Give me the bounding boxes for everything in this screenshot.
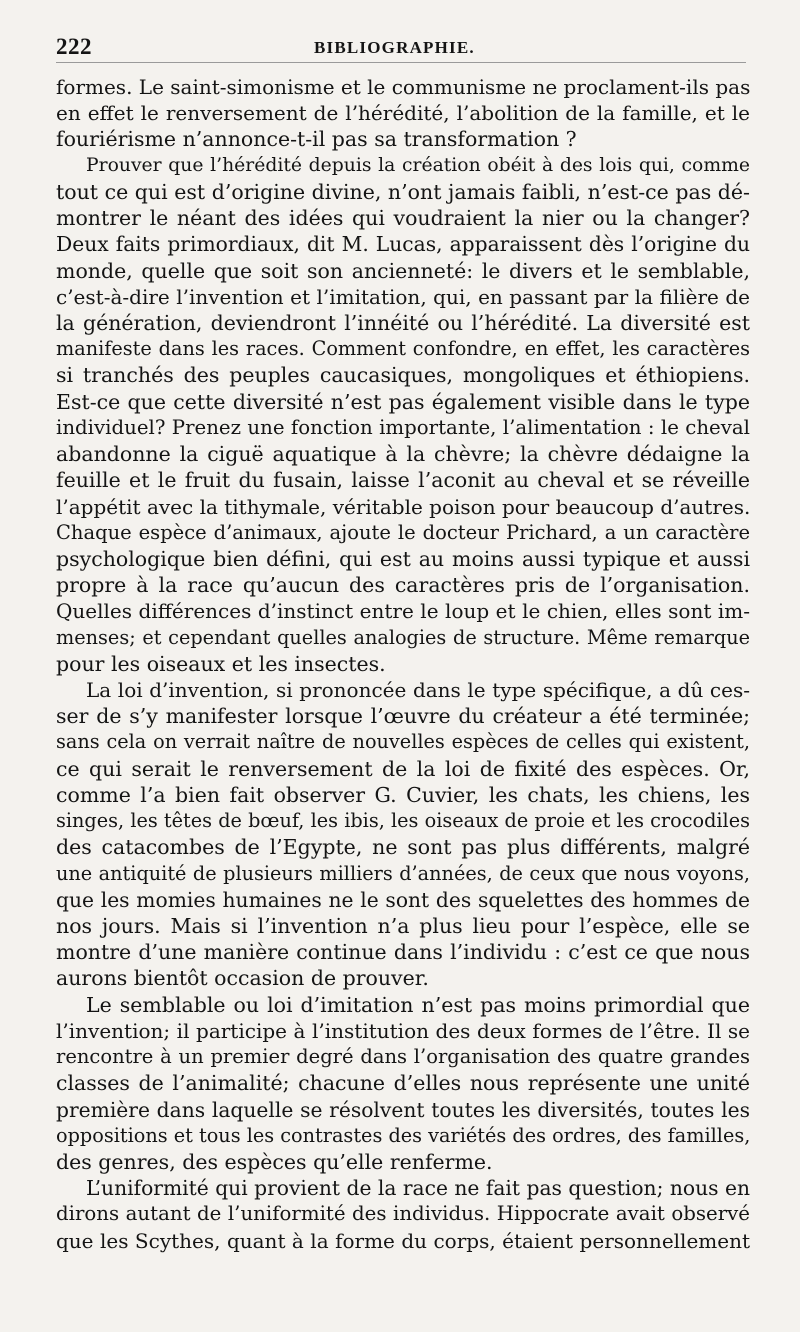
text-line: pour les oiseaux et les insectes. <box>56 651 386 676</box>
text-line: classes de l’animalité; chacune d’elles nous représente une unité <box>56 1071 750 1096</box>
text-line: Est-ce que cette diversité n’est pas également visible dans le type <box>56 389 750 414</box>
text-line: montrer le néant des idées qui voudraient la nier ou la changer? <box>56 206 750 231</box>
text-line: une antiquité de plusieurs milliers d’années, de ceux que nous voyons, <box>56 861 750 885</box>
text-line: la génération, deviendront l’innéité ou l’hérédité. La diversité est <box>56 310 750 335</box>
text-line: abandonne la ciguë aquatique à la chèvre; la chèvre dédaigne la <box>56 442 750 467</box>
text-line: que les momies humaines ne le sont des squelettes des hommes de <box>56 887 750 912</box>
text-line: La loi d’invention, si prononcée dans le type spécifique, a dû ces- <box>86 678 750 703</box>
text-line: comme l’a bien fait observer G. Cuvier, les chats, les chiens, les <box>56 782 750 807</box>
text-line: Chaque espèce d’animaux, ajoute le docteur Prichard, a un caractère <box>56 520 750 544</box>
text-line: propre à la race qu’aucun des caractères pris de l’organisation. <box>56 573 750 598</box>
text-line: sans cela on verrait naître de nouvelles espèces de celles qui existent, <box>56 730 750 754</box>
text-line: première dans laquelle se résolvent toutes les diversités, toutes les <box>56 1097 750 1122</box>
text-line: si tranchés des peuples caucasiques, mongoliques et éthiopiens. <box>56 363 750 388</box>
body-text <box>56 74 750 1254</box>
text-line: montre d’une manière continue dans l’individu : c’est ce que nous <box>56 940 750 965</box>
text-line: des genres, des espèces qu’elle renferme. <box>56 1149 493 1174</box>
text-line: dirons autant de l’uniformité des individus. Hippocrate avait observé <box>56 1202 750 1226</box>
text-line: oppositions et tous les contrastes des variétés des ordres, des familles, <box>56 1123 750 1147</box>
text-line: l’invention; il participe à l’institution des deux formes de l’être. Il se <box>56 1018 750 1043</box>
text-line: que les Scythes, quant à la forme du corps, étaient personnellement <box>56 1228 750 1253</box>
text-line: Quelles différences d’instinct entre le loup et le chien, elles sont im- <box>56 599 750 624</box>
text-line: Prouver que l’hérédité depuis la création obéit à des lois qui, comme <box>86 154 750 176</box>
text-line: psychologique bien défini, qui est au moins aussi typique et aussi <box>56 546 750 571</box>
text-line: formes. Le saint-simonisme et le communisme ne proclament-ils pas <box>56 75 750 99</box>
text-line: feuille et le fruit du fusain, laisse l’aconit au cheval et se réveille <box>56 468 750 493</box>
running-head: BIBLIOGRAPHIE. <box>314 38 475 57</box>
text-line: des catacombes de l’Egypte, ne sont pas plus différents, malgré <box>56 835 750 860</box>
page-number: 222 <box>56 34 92 59</box>
text-line: rencontre à un premier degré dans l’organisation des quatre grandes <box>56 1045 750 1069</box>
text-line: fouriérisme n’annonce-t-il pas sa transformation ? <box>56 127 577 152</box>
text-line: monde, quelle que soit son ancienneté: le divers et le semblable, <box>56 258 750 283</box>
text-line: individuel? Prenez une fonction importante, l’alimentation : le cheval <box>56 415 750 439</box>
text-line: aurons bientôt occasion de prouver. <box>56 966 429 991</box>
text-line: menses; et cependant quelles analogies de structure. Même remarque <box>56 625 750 649</box>
text-line: l’appétit avec la tithymale, véritable poison pour beaucoup d’autres. <box>56 494 750 519</box>
text-line: ser de s’y manifester lorsque l’œuvre du créateur a été terminée; <box>56 704 750 729</box>
text-line: ce qui serait le renversement de la loi de fixité des espèces. Or, <box>56 756 750 781</box>
text-line: singes, les têtes de bœuf, les ibis, les oiseaux de proie et les crocodiles <box>56 809 750 833</box>
text-line: manifeste dans les races. Comment confondre, en effet, les caractères <box>56 337 750 361</box>
text-line: en effet le renversement de l’hérédité, l’abolition de la famille, et le <box>56 101 750 126</box>
text-line: nos jours. Mais si l’invention n’a plus lieu pour l’espèce, elle se <box>56 914 750 938</box>
text-line: L’uniformité qui provient de la race ne fait pas question; nous en <box>86 1176 750 1201</box>
page-header <box>56 32 746 63</box>
text-line: Le semblable ou loi d’imitation n’est pas moins primordial que <box>86 992 750 1017</box>
text-line: tout ce qui est d’origine divine, n’ont jamais faibli, n’est-ce pas dé- <box>56 179 750 204</box>
text-line: c’est-à-dire l’invention et l’imitation, qui, en passant par la filière de <box>56 284 750 309</box>
text-line: Deux faits primordiaux, dit M. Lucas, apparaissent dès l’origine du <box>56 232 750 257</box>
